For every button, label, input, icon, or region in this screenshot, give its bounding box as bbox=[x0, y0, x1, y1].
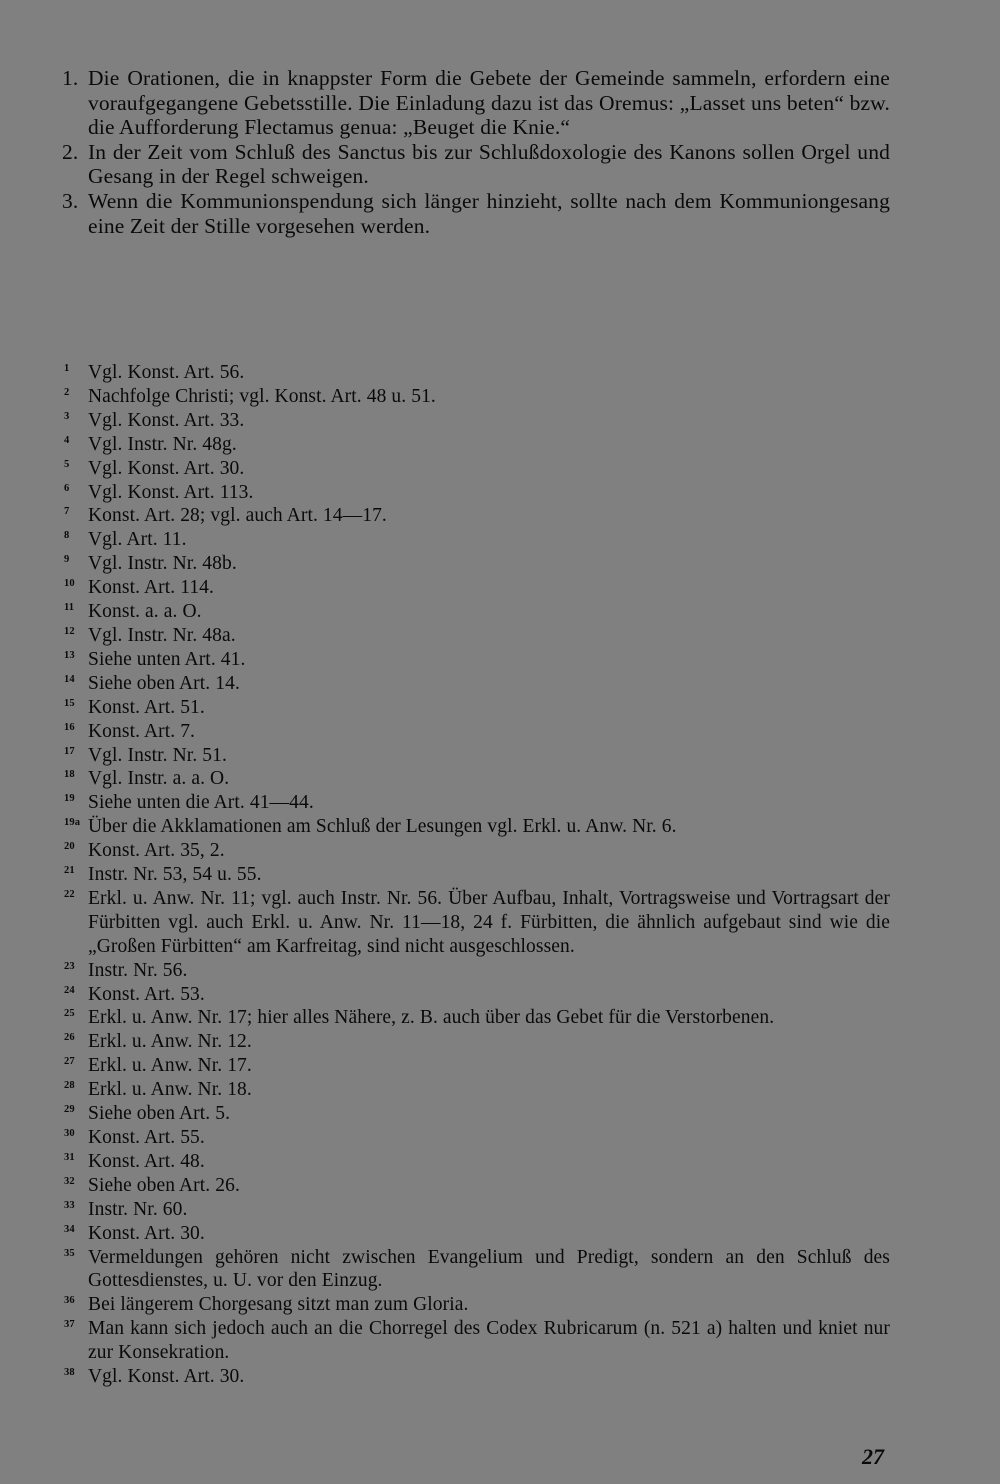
footnote-text: Vgl. Konst. Art. 30. bbox=[88, 457, 245, 479]
footnote-number: 20 bbox=[64, 841, 75, 853]
footnote-number: 14 bbox=[64, 673, 75, 685]
footnote-text: Vgl. Konst. Art. 30. bbox=[88, 1366, 245, 1388]
footnote-text: Instr. Nr. 56. bbox=[88, 959, 188, 981]
footnote bbox=[64, 528, 890, 552]
footnote-text: Siehe oben Art. 26. bbox=[88, 1174, 240, 1196]
footnote bbox=[64, 1102, 890, 1126]
footnote-text: Vgl. Art. 11. bbox=[88, 529, 187, 551]
footnote-text: Konst. Art. 114. bbox=[88, 577, 215, 599]
footnote-text: Erkl. u. Anw. Nr. 17; hier alles Nähere, z. B. auch über das Gebet für die Verstorbenen. bbox=[88, 1007, 775, 1029]
footnote bbox=[64, 672, 890, 696]
footnote bbox=[64, 696, 890, 720]
footnote-text: Konst. Art. 7. bbox=[88, 720, 196, 742]
footnote-number: 2 bbox=[64, 386, 70, 398]
footnote bbox=[64, 457, 890, 481]
footnote-number: 12 bbox=[64, 625, 75, 637]
footnote bbox=[64, 815, 890, 839]
footnote-number: 16 bbox=[64, 721, 75, 733]
footnote-number: 28 bbox=[64, 1080, 75, 1092]
list-item-number: 3. bbox=[62, 188, 79, 213]
footnote-number: 4 bbox=[64, 434, 70, 446]
list-item bbox=[62, 140, 890, 189]
footnote bbox=[64, 481, 890, 505]
footnote-number: 24 bbox=[64, 984, 75, 996]
footnote-text: Bei längerem Chorgesang sitzt man zum Gloria. bbox=[88, 1294, 469, 1316]
footnote-text: Vgl. Instr. Nr. 48a. bbox=[88, 624, 236, 646]
footnote bbox=[64, 1078, 890, 1102]
footnote-text: Vgl. Instr. Nr. 48g. bbox=[88, 433, 237, 455]
footnote-text: Vermeldungen gehören nicht zwischen Evangelium und Predigt, sondern an den Schluß des Gottesdienstes, u. U. vor den Einzug. bbox=[88, 1246, 890, 1292]
footnote bbox=[64, 839, 890, 863]
footnote-number: 11 bbox=[64, 602, 75, 614]
footnote-text: Siehe oben Art. 14. bbox=[88, 672, 240, 694]
footnote-number: 36 bbox=[64, 1295, 75, 1307]
footnote-number: 30 bbox=[64, 1128, 75, 1139]
footnote-number: 5 bbox=[64, 458, 70, 470]
numbered-list bbox=[62, 66, 890, 238]
footnote-text: Instr. Nr. 60. bbox=[88, 1198, 188, 1220]
footnote-text: Konst. Art. 53. bbox=[88, 983, 205, 1005]
footnote bbox=[64, 552, 890, 576]
footnote bbox=[64, 983, 890, 1007]
list-item-text: Wenn die Kommunionspendung sich länger hinzieht, sollte nach dem Kommuniongesang eine Zeit der Stille vorgesehen werden. bbox=[88, 188, 890, 238]
footnote-text: Man kann sich jedoch auch an die Chorregel des Codex Rubricarum (n. 521 a) halten und kniet nur zur Konsekration. bbox=[88, 1318, 890, 1364]
footnote-number: 35 bbox=[64, 1247, 75, 1259]
list-item bbox=[62, 189, 890, 238]
list-item-text: Die Orationen, die in knappster Form die Gebete der Gemeinde sammeln, erfordern eine voraufgegangene Gebetsstille. Die Einladung dazu ist das Oremus: „Lasset uns beten“ bzw. die Aufforderung Flectamus genua: „Beuget die Knie.“ bbox=[88, 66, 890, 140]
footnote-text: Nachfolge Christi; vgl. Konst. Art. 48 u. 51. bbox=[88, 385, 436, 407]
footnote-text: Über die Akklamationen am Schluß der Lesungen vgl. Erkl. u. Anw. Nr. 6. bbox=[88, 816, 677, 838]
footnote-number: 38 bbox=[64, 1367, 75, 1379]
footnote bbox=[64, 1293, 890, 1317]
footnote bbox=[64, 576, 890, 600]
footnote bbox=[64, 1198, 890, 1222]
footnote-number: 18 bbox=[64, 769, 75, 781]
footnote bbox=[64, 409, 890, 433]
footnote-text: Instr. Nr. 53, 54 u. 55. bbox=[88, 864, 262, 886]
footnote-number: 10 bbox=[64, 578, 75, 590]
footnote-number: 3 bbox=[64, 410, 70, 422]
footnote-number: 33 bbox=[64, 1199, 75, 1211]
footnote bbox=[64, 1126, 890, 1150]
footnote bbox=[64, 1222, 890, 1246]
footnote-text: Siehe oben Art. 5. bbox=[88, 1103, 231, 1125]
footnote-number: 9 bbox=[64, 554, 70, 566]
footnote bbox=[64, 863, 890, 887]
footnote bbox=[64, 1317, 890, 1365]
footnote bbox=[64, 361, 890, 385]
footnote-number: 1 bbox=[64, 363, 70, 374]
footnote-number: 7 bbox=[64, 506, 70, 518]
list-item-number: 1. bbox=[62, 66, 79, 90]
footnote-text: Vgl. Instr. Nr. 48b. bbox=[88, 553, 237, 575]
footnote-number: 37 bbox=[64, 1319, 75, 1331]
footnote bbox=[64, 720, 890, 744]
footnote-number: 25 bbox=[64, 1008, 75, 1020]
footnote bbox=[64, 648, 890, 672]
footnote-text: Konst. Art. 55. bbox=[88, 1127, 205, 1148]
footnote-text: Siehe unten Art. 41. bbox=[88, 648, 246, 670]
footnote-number: 21 bbox=[64, 865, 75, 877]
footnote-text: Siehe unten die Art. 41—44. bbox=[88, 792, 314, 814]
footnote-text: Konst. Art. 35, 2. bbox=[88, 840, 225, 862]
footnote-number: 6 bbox=[64, 482, 70, 494]
footnote bbox=[64, 767, 890, 791]
footnote-text: Konst. a. a. O. bbox=[88, 601, 202, 623]
footnote-text: Konst. Art. 30. bbox=[88, 1222, 205, 1244]
footnote bbox=[64, 385, 890, 409]
footnote bbox=[64, 1365, 890, 1389]
footnote bbox=[64, 1006, 890, 1030]
footnote-text: Vgl. Instr. a. a. O. bbox=[88, 768, 230, 790]
list-item-text: In der Zeit vom Schluß des Sanctus bis zur Schlußdoxologie des Kanons sollen Orgel und Gesang in der Regel schweigen. bbox=[88, 139, 890, 189]
footnote-text: Erkl. u. Anw. Nr. 17. bbox=[88, 1055, 252, 1077]
footnote-text: Konst. Art. 48. bbox=[88, 1150, 205, 1172]
footnote-number: 17 bbox=[64, 745, 75, 757]
footnote-number: 15 bbox=[64, 697, 75, 709]
footnote bbox=[64, 1150, 890, 1174]
footnote-text: Konst. Art. 28; vgl. auch Art. 14—17. bbox=[88, 505, 387, 527]
footnote-text: Vgl. Konst. Art. 113. bbox=[88, 481, 254, 503]
footnote-number: 26 bbox=[64, 1032, 75, 1044]
footnote bbox=[64, 1246, 890, 1294]
footnote-number: 31 bbox=[64, 1151, 75, 1163]
footnote bbox=[64, 1054, 890, 1078]
footnote bbox=[64, 1174, 890, 1198]
footnote-text: Erkl. u. Anw. Nr. 12. bbox=[88, 1031, 252, 1053]
page-number: 27 bbox=[862, 1444, 884, 1469]
footnote bbox=[64, 624, 890, 648]
footnote bbox=[64, 744, 890, 768]
footnote bbox=[64, 791, 890, 815]
footnote-text: Vgl. Konst. Art. 56. bbox=[88, 362, 245, 383]
footnote-text: Konst. Art. 51. bbox=[88, 696, 205, 718]
footnote-number: 23 bbox=[64, 960, 75, 972]
footnote-number: 13 bbox=[64, 649, 75, 661]
footnote-text: Vgl. Konst. Art. 33. bbox=[88, 409, 245, 431]
footnote-number: 27 bbox=[64, 1056, 75, 1068]
footnotes bbox=[64, 361, 890, 1389]
footnote-number: 29 bbox=[64, 1104, 75, 1116]
footnote-text: Erkl. u. Anw. Nr. 11; vgl. auch Instr. Nr. 56. Über Aufbau, Inhalt, Vortragsweise und Vortragsart der Fürbitten vgl. auch Erkl. u. Anw. Nr. 11—18, 24 f. Fürbitten, die ähnlich aufgebaut sind wie die „Großen Fürbitten“ am Karfreitag, sind nicht ausgeschlossen. bbox=[88, 887, 890, 957]
footnote-number: 22 bbox=[64, 888, 75, 900]
list-item bbox=[62, 66, 890, 140]
footnote bbox=[64, 959, 890, 983]
footnote bbox=[64, 433, 890, 457]
footnote bbox=[64, 504, 890, 528]
footnote bbox=[64, 1030, 890, 1054]
footnote bbox=[64, 600, 890, 624]
footnote-number: 19 bbox=[64, 793, 75, 805]
footnote-number: 32 bbox=[64, 1175, 75, 1187]
footnote-number: 34 bbox=[64, 1223, 75, 1235]
footnote-number: 19a bbox=[64, 817, 81, 829]
footnote bbox=[64, 887, 890, 959]
footnote-text: Erkl. u. Anw. Nr. 18. bbox=[88, 1079, 252, 1101]
footnote-text: Vgl. Instr. Nr. 51. bbox=[88, 744, 227, 766]
footnote-number: 8 bbox=[64, 530, 70, 542]
list-item-number: 2. bbox=[62, 139, 79, 164]
